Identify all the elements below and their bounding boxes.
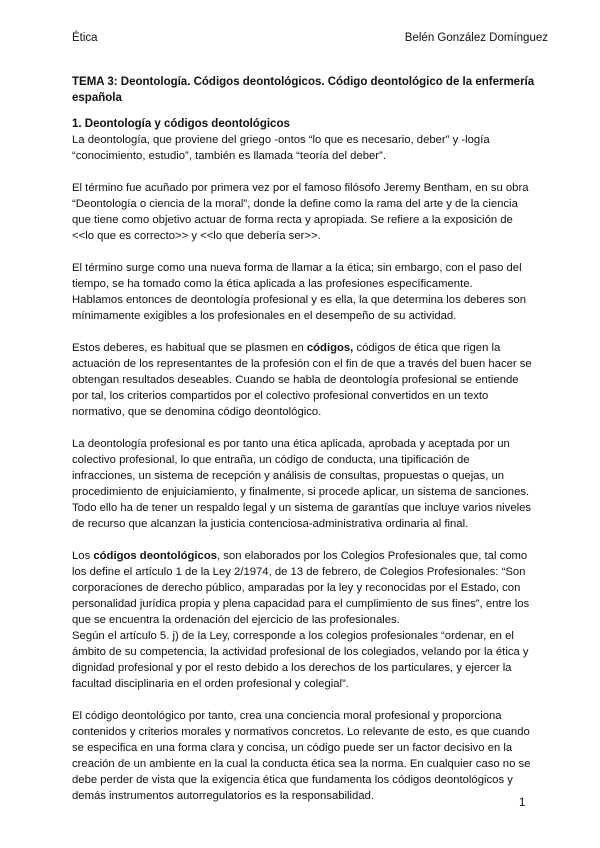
text-line: Según el artículo 5. j) de la Ley, corresponde a los colegios profesionales “ordenar, en el [72,630,514,642]
text-line: mínimamente exigibles a los profesionales en el desempeño de su actividad. [72,310,457,322]
text-line: debe perder de vista que la exigencia ética que fundamenta los códigos deontológicos y [72,774,513,786]
page-number: 1 [519,797,526,809]
text-line: que se encuentra la ordenación del ejercicio de las profesionales. [72,614,400,626]
section-heading: 1. Deontología y códigos deontológicos [72,118,290,130]
text-line: La deontología, que proviene del griego -ontos “lo que es necesario, deber” y -logía [72,134,490,146]
text-line: personalidad jurídica propia y plena capacidad para el cumplimiento de sus fines”, entre los [72,598,530,610]
text-line: contenidos y criterios morales y normativos concretos. Lo relevante de esto, es que cuando [72,726,530,738]
paragraph [72,548,532,692]
text-line: El código deontológico por tanto, crea una conciencia moral profesional y proporciona [72,710,502,722]
text-line: tiempo, se ha tomado como la ética aplicada a las profesiones específicamente. [72,278,473,290]
paragraph-gap [72,324,532,340]
paragraph [72,340,532,420]
text-line: obtengan resultados deseables. Cuando se habla de deontología profesional se entiende [72,374,519,386]
text-line: colectivo profesional, lo que entraña, un código de conducta, una tipificación de [72,454,470,466]
paragraph [72,260,532,324]
bold-term: códigos deontológicos [93,550,217,562]
paragraph [72,132,532,164]
paragraph [72,708,532,804]
paragraph [72,180,532,244]
text-line [72,340,532,356]
text-line: Todo ello ha de tener un respaldo legal y un sistema de garantías que incluye varios niveles [72,502,532,514]
paragraph-gap [72,244,532,260]
text-line: “Deontología o ciencia de la moral”, donde la define como la rama del arte y de la ciencia [72,198,518,210]
document-title: TEMA 3: Deontología. Códigos deontológicos. Código deontológico de la enfermería española [72,76,535,104]
text-line: El término fue acuñado por primera vez por el famoso filósofo Jeremy Bentham, en su obra [72,182,529,194]
text-line: creación de un ambiente en la cual la conducta ética sea la norma. En cualquier caso no se [72,758,531,770]
text-line: infracciones, un sistema de recepción y análisis de consultas, propuestas o quejas, un [72,470,505,482]
text-line: normativo, que se denomina código deontológico. [72,406,322,418]
text-line: corporaciones de derecho público, amparadas por la ley y reconocidas por el Estado, con [72,582,521,594]
text-line: <<lo que es correcto>> y <<lo que debería ser>>. [72,230,321,242]
text-line: “conocimiento, estudio”, también es llamada “teoría del deber”. [72,150,386,162]
text-line: actuación de los representantes de la profesión con el fin de que a través del buen hacer se [72,358,532,370]
header-subject: Ética [72,32,98,44]
paragraph-gap [72,164,532,180]
text-line: que tiene como objetivo actuar de forma recta y apropiada. Se refiere a la exposición de [72,214,513,226]
text-line: ámbito de su competencia, la actividad profesional de los colegiados, velando por la ética y [72,646,529,658]
line-text: Estos deberes, es habitual que se plasmen en [72,342,307,354]
text-line: La deontología profesional es por tanto una ética aplicada, aprobada y aceptada por un [72,438,510,450]
text-line: procedimiento de enjuiciamiento, y finalmente, si procede aplicar, un sistema de sanciones. [72,486,530,498]
line-text: códigos de ética que rigen la [353,342,501,354]
text-line: se especifica en una forma clara y concisa, un código puede ser un factor decisivo en la [72,742,513,754]
paragraph-gap [72,420,532,436]
line-text: , son elaborados por los Colegios Profesionales que, tal como [217,550,528,562]
text-line: Hablamos entonces de deontología profesional y es ella, la que determina los deberes son [72,294,527,306]
text-line: El término surge como una nueva forma de llamar a la ética; sin embargo, con el paso del [72,262,522,274]
text-line: dignidad profesional y por el resto debido a los derechos de los particulares, y ejercer la [72,662,512,674]
text-line [72,548,532,564]
paragraph [72,436,532,532]
paragraph-gap [72,692,532,708]
header-author: Belén González Domínguez [404,32,548,44]
text-line: por tal, los criterios compartidos por el colectivo profesional convertidos en un texto [72,390,489,402]
text-line: de recurso que alcanzan la justicia contenciosa-administrativa ordinaria al final. [72,518,469,530]
document-body [72,116,532,804]
text-line: los define el artículo 1 de la Ley 2/1974, de 13 de febrero, de Colegios Profesionales: “Son [72,566,526,578]
text-line: facultad disciplinaria en el orden profesional y colegial”. [72,678,349,690]
text-line: demás instrumentos autorregulatorios es la responsabilidad. [72,790,375,802]
bold-term: códigos, [306,342,354,354]
paragraph-gap [72,532,532,548]
line-text: Los [72,550,94,562]
